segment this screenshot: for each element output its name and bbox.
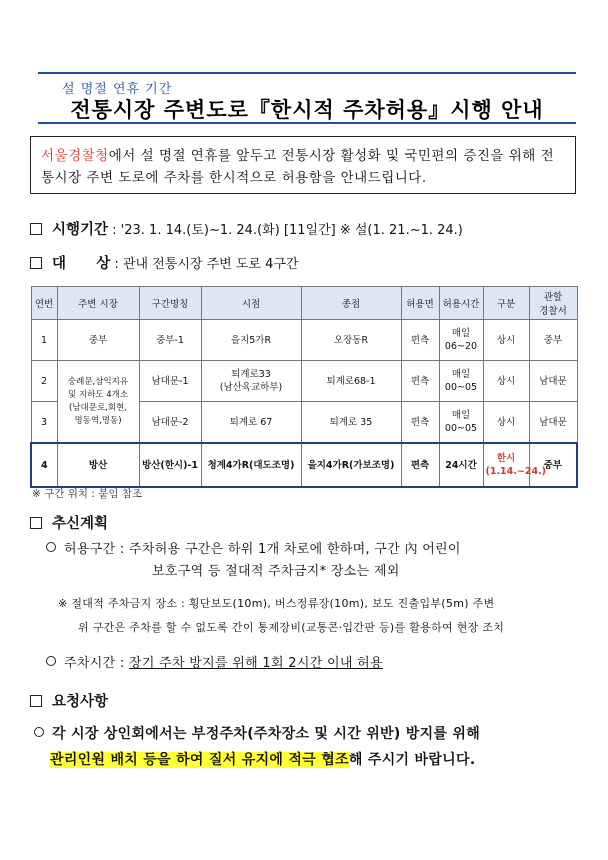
request-line-2	[50, 750, 475, 770]
table-cell: 청계4가R(대도조명)	[201, 443, 301, 487]
table-header: 허용면	[401, 287, 439, 320]
table-cell: 남대문	[529, 361, 577, 402]
table-cell: 방산(한시)-1	[139, 443, 201, 487]
table-cell: 숭례문,삼익지유 및 지하도 4개소 (남대문로,회현, 명동역,명동)	[57, 361, 139, 444]
request-line-1-text: 각 시장 상인회에서는 부정주차(주차장소 및 시간 위반) 방지를 위해	[52, 726, 481, 742]
table-header: 종점	[301, 287, 401, 320]
table-cell: 퇴계로 35	[301, 402, 401, 444]
notice-text: 에서 설 명절 연휴를 앞두고 전통시장 활성화 및 국민편의 증진을 위해 전통시장 주변 도로에 주차를 한시적으로 허용함을 안내드립니다.	[41, 148, 555, 186]
table-header: 허용시간	[439, 287, 483, 320]
checkbox-icon	[30, 695, 42, 707]
table-cell: 2	[31, 361, 57, 402]
subtitle: 설 명절 연휴 기간	[62, 82, 173, 97]
plan-item-1	[46, 540, 461, 560]
table-header: 관할 경찰서	[529, 287, 577, 320]
table-cell: 방산	[57, 443, 139, 487]
table-note: ※ 구간 위치 : 붙임 참조	[32, 488, 143, 500]
table-cell: 편측	[401, 402, 439, 444]
table-cell: 4	[31, 443, 57, 487]
page-title: 전통시장 주변도로『한시적 주차허용』시행 안내	[70, 98, 544, 122]
table-cell: 중부-1	[139, 320, 201, 361]
target-label: 대 상	[52, 256, 111, 272]
request-line-2-rest: 해 주시기 바랍니다.	[348, 752, 476, 768]
table-cell: 상시	[483, 361, 529, 402]
table-cell: 24시간	[439, 443, 483, 487]
section-target	[30, 252, 298, 273]
plan-item-2-label: 주차시간	[64, 656, 116, 671]
table-cell: 상시	[483, 320, 529, 361]
checkbox-icon	[30, 257, 42, 269]
request-label: 요청사항	[52, 694, 109, 710]
request-line-1	[34, 724, 480, 744]
notice-box	[30, 136, 576, 194]
table-cell: 중부	[57, 320, 139, 361]
plan-item-2: 주차시간 : 장기 주차 방지를 위해 1회 2시간 이내 허용	[46, 654, 383, 674]
table-cell: 퇴계로 67	[201, 402, 301, 444]
table-header-row	[31, 287, 577, 320]
circle-bullet-icon	[46, 542, 56, 552]
table-row	[31, 443, 577, 487]
section-request	[30, 690, 108, 711]
table-cell: 을지5가R	[201, 320, 301, 361]
table-cell: 편측	[401, 361, 439, 402]
title-bottom-rule	[38, 122, 576, 124]
table-cell: 한시 (1.14.~24.)	[483, 443, 529, 487]
table-cell: 매일 00~05	[439, 361, 483, 402]
circle-bullet-icon	[34, 727, 44, 737]
table-header: 주변 시장	[57, 287, 139, 320]
table-row	[31, 361, 577, 402]
table-cell: 1	[31, 320, 57, 361]
section-period	[30, 218, 463, 239]
period-label: 시행기간	[52, 222, 109, 238]
table-cell: 중부	[529, 443, 577, 487]
table-row	[31, 320, 577, 361]
section-plan	[30, 512, 108, 533]
table-cell: 남대문-1	[139, 361, 201, 402]
plan-label: 추신계획	[52, 516, 109, 532]
plan-item-1-text-cont: 보호구역 등 절대적 주차금지* 장소는 제외	[152, 564, 400, 579]
table-header: 시점	[201, 287, 301, 320]
table-header: 연번	[31, 287, 57, 320]
table-header: 구분	[483, 287, 529, 320]
table-cell: 매일 06~20	[439, 320, 483, 361]
target-value: : 관내 전통시장 주변 도로 4구간	[110, 257, 299, 272]
table-cell: 을지4가R(가보조명)	[301, 443, 401, 487]
table-cell: 오장동R	[301, 320, 401, 361]
parking-zone-table	[30, 286, 578, 488]
table-cell: 편측	[401, 443, 439, 487]
table-cell: 남대문-2	[139, 402, 201, 444]
table-cell: 남대문	[529, 402, 577, 444]
plan-item-1-label: 허용구간	[64, 542, 116, 557]
table-cell: 퇴계로68-1	[301, 361, 401, 402]
title-top-rule	[38, 72, 576, 74]
plan-footnote-2: 위 구간은 주차를 할 수 없도록 간이 통제장비(교통콘·입간판 등)를 활용하여 현장 조치	[78, 621, 505, 634]
request-highlight-text: 관리인원 배치 등을 하여 질서 유지에 적극 협조	[50, 752, 349, 768]
table-cell: 상시	[483, 402, 529, 444]
table-cell: 매일 00~05	[439, 402, 483, 444]
notice-police-name: 서울경찰청	[41, 148, 109, 164]
table-cell: 중부	[529, 320, 577, 361]
table-header: 구간명칭	[139, 287, 201, 320]
table-cell: 퇴계로33 (남산육교하부)	[201, 361, 301, 402]
table-cell: 3	[31, 402, 57, 444]
checkbox-icon	[30, 517, 42, 529]
plan-item-1-text: : 주차허용 구간은 하위 1개 차로에 한하며, 구간 內 어린이	[115, 542, 461, 557]
checkbox-icon	[30, 223, 42, 235]
period-value: : '23. 1. 14.(토)~1. 24.(화) [11일간] ※ 설(1. 21.~1. 24.)	[108, 223, 463, 238]
plan-footnote-1: ※ 절대적 주차금지 장소 : 횡단보도(10m), 버스정류장(10m), 보도 진출입부(5m) 주변	[58, 597, 495, 610]
circle-bullet-icon	[46, 656, 56, 666]
plan-item-2-text: 장기 주차 방지를 위해 1회 2시간 이내 허용	[128, 656, 383, 671]
table-cell: 편측	[401, 320, 439, 361]
